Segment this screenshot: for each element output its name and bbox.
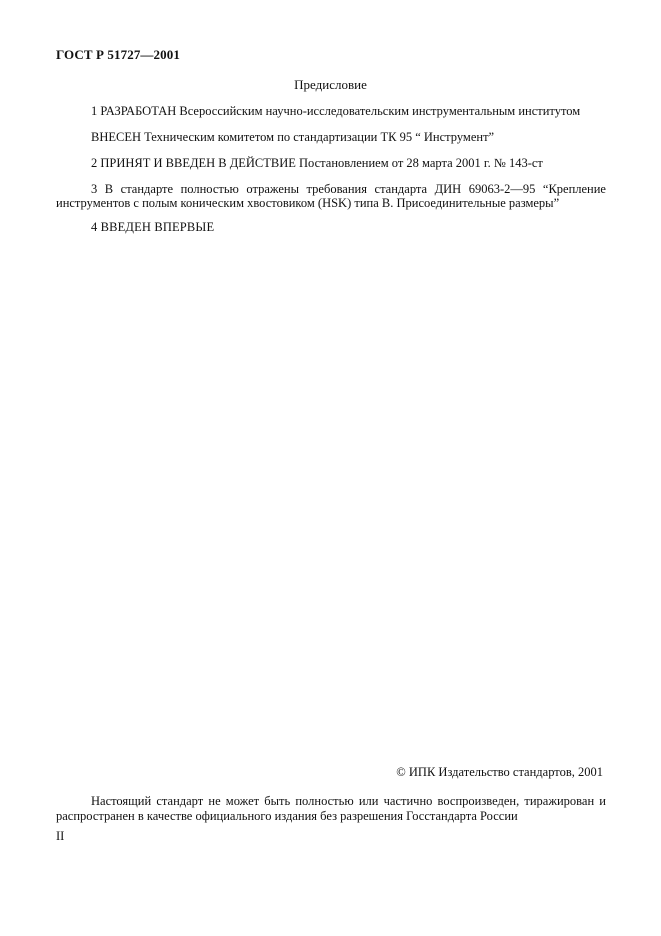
reproduction-notice: Настоящий стандарт не может быть полностью или частично воспроизведен, тиражирован и распространен в качестве официального издания без разрешения Госстандарта России [56, 794, 606, 823]
foreword-item-4: 4 ВВЕДЕН ВПЕРВЫЕ [91, 220, 215, 234]
copyright-line: © ИПК Издательство стандартов, 2001 [396, 765, 603, 779]
page-number: II [56, 829, 65, 843]
foreword-item-2: 2 ПРИНЯТ И ВВЕДЕН В ДЕЙСТВИЕ Постановлением от 28 марта 2001 г. № 143-ст [91, 156, 543, 170]
foreword-title: Предисловие [294, 77, 367, 92]
foreword-introduced: ВНЕСЕН Техническим комитетом по стандартизации ТК 95 “ Инструмент” [91, 130, 495, 144]
standard-id-header: ГОСТ Р 51727—2001 [56, 47, 180, 62]
foreword-item-3: 3 В стандарте полностью отражены требования стандарта ДИН 69063-2—95 “Крепление инструментов с полым коническим хвостовиком (HSK) типа В. Присоединительные размеры” [56, 182, 606, 210]
foreword-item-1: 1 РАЗРАБОТАН Всероссийским научно-исследовательским инструментальным институтом [91, 104, 581, 118]
